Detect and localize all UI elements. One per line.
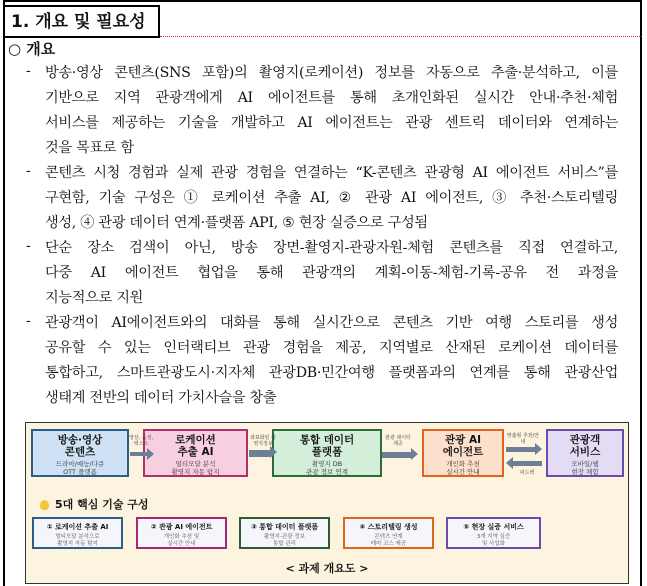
bullet-dash: - bbox=[26, 238, 31, 254]
bullet-line: 공유할 수 있는 인터랙티브 관광 경험을 제공, 지역별로 산재된 로케이션 데이터를 bbox=[45, 340, 618, 356]
card-title: ⑤ 현장 실증 서비스 bbox=[463, 523, 524, 531]
box-title: 로케이션 추출 AI bbox=[175, 434, 216, 458]
card-desc: 3개 지역 실증 및 사업화 bbox=[476, 534, 511, 547]
flow-box bbox=[272, 429, 382, 477]
tech-card bbox=[343, 517, 434, 549]
core-tech-title bbox=[40, 496, 149, 512]
card-title: ② 관광 AI 에이전트 bbox=[150, 523, 213, 531]
bullet-dash: - bbox=[26, 163, 31, 179]
arrow-label: 영상, 음성, 텍스트 bbox=[128, 435, 154, 447]
bullet-dash: - bbox=[26, 313, 31, 329]
box-title: 방송·영상 콘텐츠 bbox=[57, 434, 103, 458]
card-title: ① 로케이션 추출 AI bbox=[46, 523, 109, 531]
card-desc: 촬영지-관광 정보 통합 관리 bbox=[264, 534, 305, 547]
card-title: ④ 스토리텔링 생성 bbox=[359, 523, 418, 531]
subheading: ○ 개요 bbox=[8, 40, 56, 58]
lightbulb-icon bbox=[40, 500, 49, 510]
figure-caption: < 과제 개요도 > bbox=[285, 562, 369, 575]
bullet-line: 생성, ④ 관광 데이터 연계·플랫폼 API, ⑤ 현장 실증으로 구성됨 bbox=[45, 215, 428, 231]
bullet-line: 것을 목표로 함 bbox=[45, 140, 134, 156]
tech-card bbox=[239, 517, 330, 549]
arrow-5 bbox=[512, 461, 542, 466]
bullet-line: 기반으로 지역 관광객에게 AI 에이전트를 통해 초개인화된 실시간 안내·추천·체험 bbox=[45, 90, 618, 106]
arrow-label: 관광 데이터 제공 bbox=[385, 435, 411, 447]
bullet-line: 방송·영상 콘텐츠(SNS 포함)의 촬영지(로케이션) 정보를 자동으로 추출·분석하고, 이를 bbox=[45, 65, 618, 81]
flow-box bbox=[422, 429, 504, 477]
flow-box bbox=[546, 429, 624, 477]
bullet-line: 지능적으로 지원 bbox=[45, 290, 144, 306]
bullet-line: 구현함, 기술 구성은 ① 로케이션 추출 AI, ② 관광 AI 에이전트, ③ 추천·스토리텔링 bbox=[45, 190, 618, 206]
section-title: 1. 개요 및 필요성 bbox=[3, 5, 160, 38]
tech-card bbox=[446, 517, 541, 549]
arrow-3 bbox=[382, 452, 412, 458]
card-desc: 멀티모달 분석으로 촬영지 자동 탐지 bbox=[55, 534, 100, 547]
arrow-1 bbox=[130, 452, 148, 456]
bullet-line: 관광객이 AI에이전트와의 대화를 통해 실시간으로 콘텐츠 기반 여행 스토리를 생성 bbox=[45, 315, 618, 331]
bullet-line: 서비스를 제공하는 기술을 개발하고 AI 에이전트는 관광 센트릭 데이터와 연계하는 bbox=[45, 115, 618, 131]
tech-card bbox=[136, 517, 227, 549]
arrow-label: 맞춤형 추천/안내 bbox=[506, 433, 540, 445]
box-desc: 모바일/웹 현장 체험 bbox=[571, 460, 599, 476]
box-title: 통합 데이터 플랫폼 bbox=[299, 434, 355, 458]
bullet-line: 생태계 전반의 데이터 가치사슬을 창출 bbox=[45, 390, 277, 406]
overview-diagram bbox=[25, 422, 629, 584]
arrow-label: 피드백 bbox=[519, 470, 535, 476]
box-desc: 드라마/예능/다큐 OTT 플랫폼 bbox=[55, 460, 105, 476]
card-desc: 개인화 추천 및 실시간 안내 bbox=[163, 534, 200, 547]
bullet-line: 콘텐츠 시청 경험과 실제 관광 경험을 연결하는 “K-콘텐츠 관광형 AI 에이전트 서비스”를 bbox=[45, 165, 618, 181]
box-title: 관광객 서비스 bbox=[569, 434, 601, 458]
arrow-4 bbox=[506, 447, 536, 452]
bullet-line: 단순 장소 검색이 아닌, 방송 장면-촬영지-관광자원-체험 콘텐츠를 직접 연결하고, bbox=[45, 240, 618, 256]
arrow-2 bbox=[249, 450, 271, 457]
flow-box bbox=[31, 429, 129, 477]
card-desc: 콘텐츠 연계 테마 코스 제공 bbox=[370, 534, 407, 547]
bullet-dash: - bbox=[26, 63, 31, 79]
core-tech-label: 5대 핵심 기술 구성 bbox=[55, 498, 149, 511]
box-desc: 멀티모달 분석 촬영지 자동 탐지 bbox=[171, 460, 220, 476]
flow-box bbox=[143, 429, 248, 477]
tech-card bbox=[32, 517, 123, 549]
divider bbox=[160, 36, 642, 37]
bullet-line: 다중 AI 에이전트 협업을 통해 관광객의 계획-이동-체험-기록-공유 전 과정을 bbox=[45, 265, 618, 281]
box-desc: 개인화 추천 실시간 안내 bbox=[446, 460, 480, 476]
card-title: ③ 통합 데이터 플랫폼 bbox=[250, 523, 319, 531]
box-title: 관광 AI 에이전트 bbox=[442, 434, 484, 458]
box-desc: 촬영지 DB 관광 정보 연계 bbox=[306, 460, 348, 476]
bullet-line: 통합하고, 스마트관광도시·지자체 관광DB·민간여행 플랫폼과의 연계를 통해 관광산업 bbox=[45, 365, 618, 381]
arrow-label: 좌표화된 촬영지정보 bbox=[250, 435, 276, 447]
